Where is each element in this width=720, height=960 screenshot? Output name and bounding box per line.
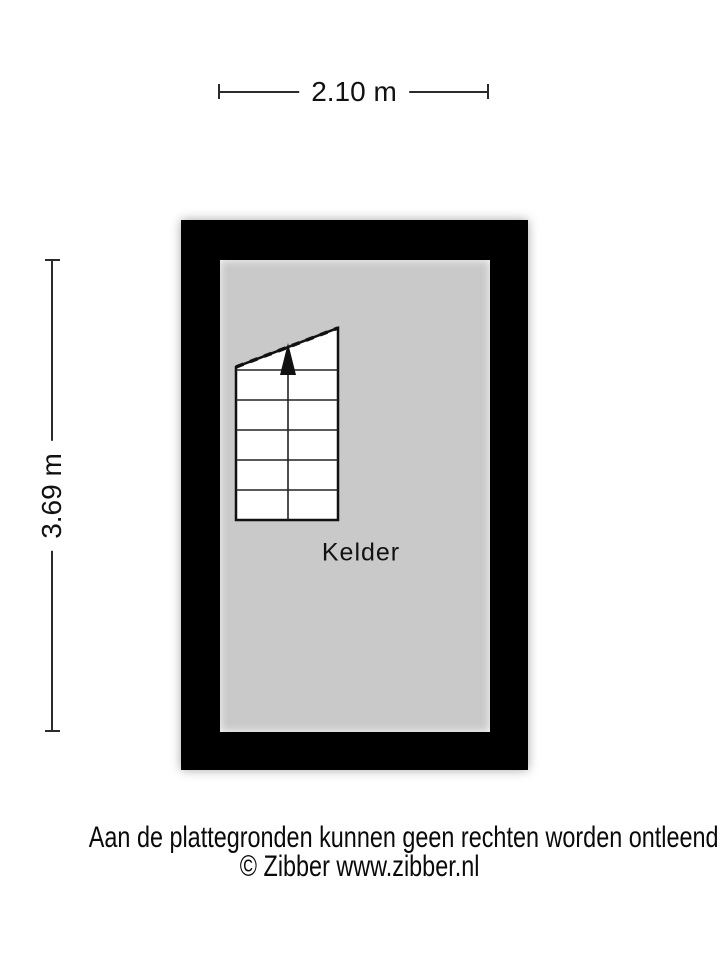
dimension-top-label: 2.10 m [299, 76, 409, 108]
dimension-left-label: 3.69 m [36, 441, 68, 551]
dimension-left-tick-top [45, 259, 60, 261]
footer-copyright [0, 852, 720, 881]
room-label: Kelder [321, 538, 401, 567]
footer-copyright-text: © Zibber www.zibber.nl [240, 850, 480, 883]
footer-disclaimer-text: Aan de plattegronden kunnen geen rechten worden ontleend [88, 821, 719, 854]
dimension-left-tick-bottom [45, 730, 60, 732]
footer [0, 823, 720, 881]
dimension-top-tick-right [487, 84, 489, 99]
dimension-top-tick-left [218, 84, 220, 99]
staircase [233, 324, 343, 524]
footer-disclaimer [0, 823, 720, 852]
